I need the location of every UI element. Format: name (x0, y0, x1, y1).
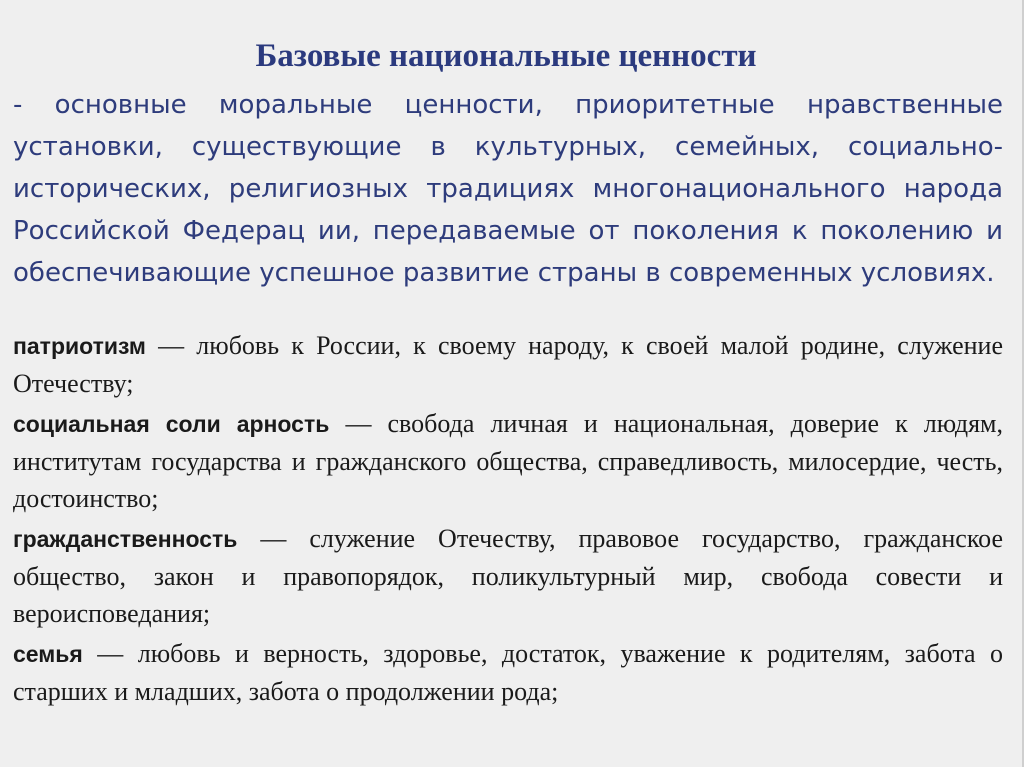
value-term: патриотизм (13, 333, 146, 359)
definition-paragraph: - основные моральные ценности, приоритетные нравственные установки, существующие в культурных, семейных, социально-исторических, религиозных традициях многонационального народа Российской Федерац ии, передаваемые от поколения к поколению и обеспечивающие успешное развитие страны в современных условиях. (13, 90, 1003, 288)
value-item-family (13, 635, 1003, 710)
value-dash: — (237, 524, 310, 553)
values-list (13, 327, 1003, 710)
slide-title: Базовые национальные ценности (255, 38, 757, 74)
value-dash: — (145, 331, 197, 360)
value-description: свобода личная и национальная, доверие к людям, институтам государства и гражданского общества, справедливость, милосердие, честь, достоинство; (13, 409, 1003, 513)
value-dash: — (82, 639, 138, 668)
value-item-social-solidarity (13, 405, 1003, 517)
value-description: любовь и верность, здоровье, достаток, уважение к родителям, забота о старших и младших, забота о продолжении рода; (13, 639, 1004, 706)
value-description: служение Отечеству, правовое государство, гражданское общество, закон и правопорядок, поликультурный мир, свобода совести и вероисповедания; (13, 524, 1004, 628)
value-description: любовь к России, к своему народу, к своей малой родине, служение Отечеству; (13, 331, 1003, 398)
value-item-patriotism (13, 327, 1003, 402)
value-term: социальная соли арность (13, 411, 330, 437)
value-dash: — (329, 409, 388, 438)
value-item-citizenship (13, 520, 1003, 632)
value-term: гражданственность (13, 526, 238, 552)
value-term: семья (13, 641, 83, 667)
